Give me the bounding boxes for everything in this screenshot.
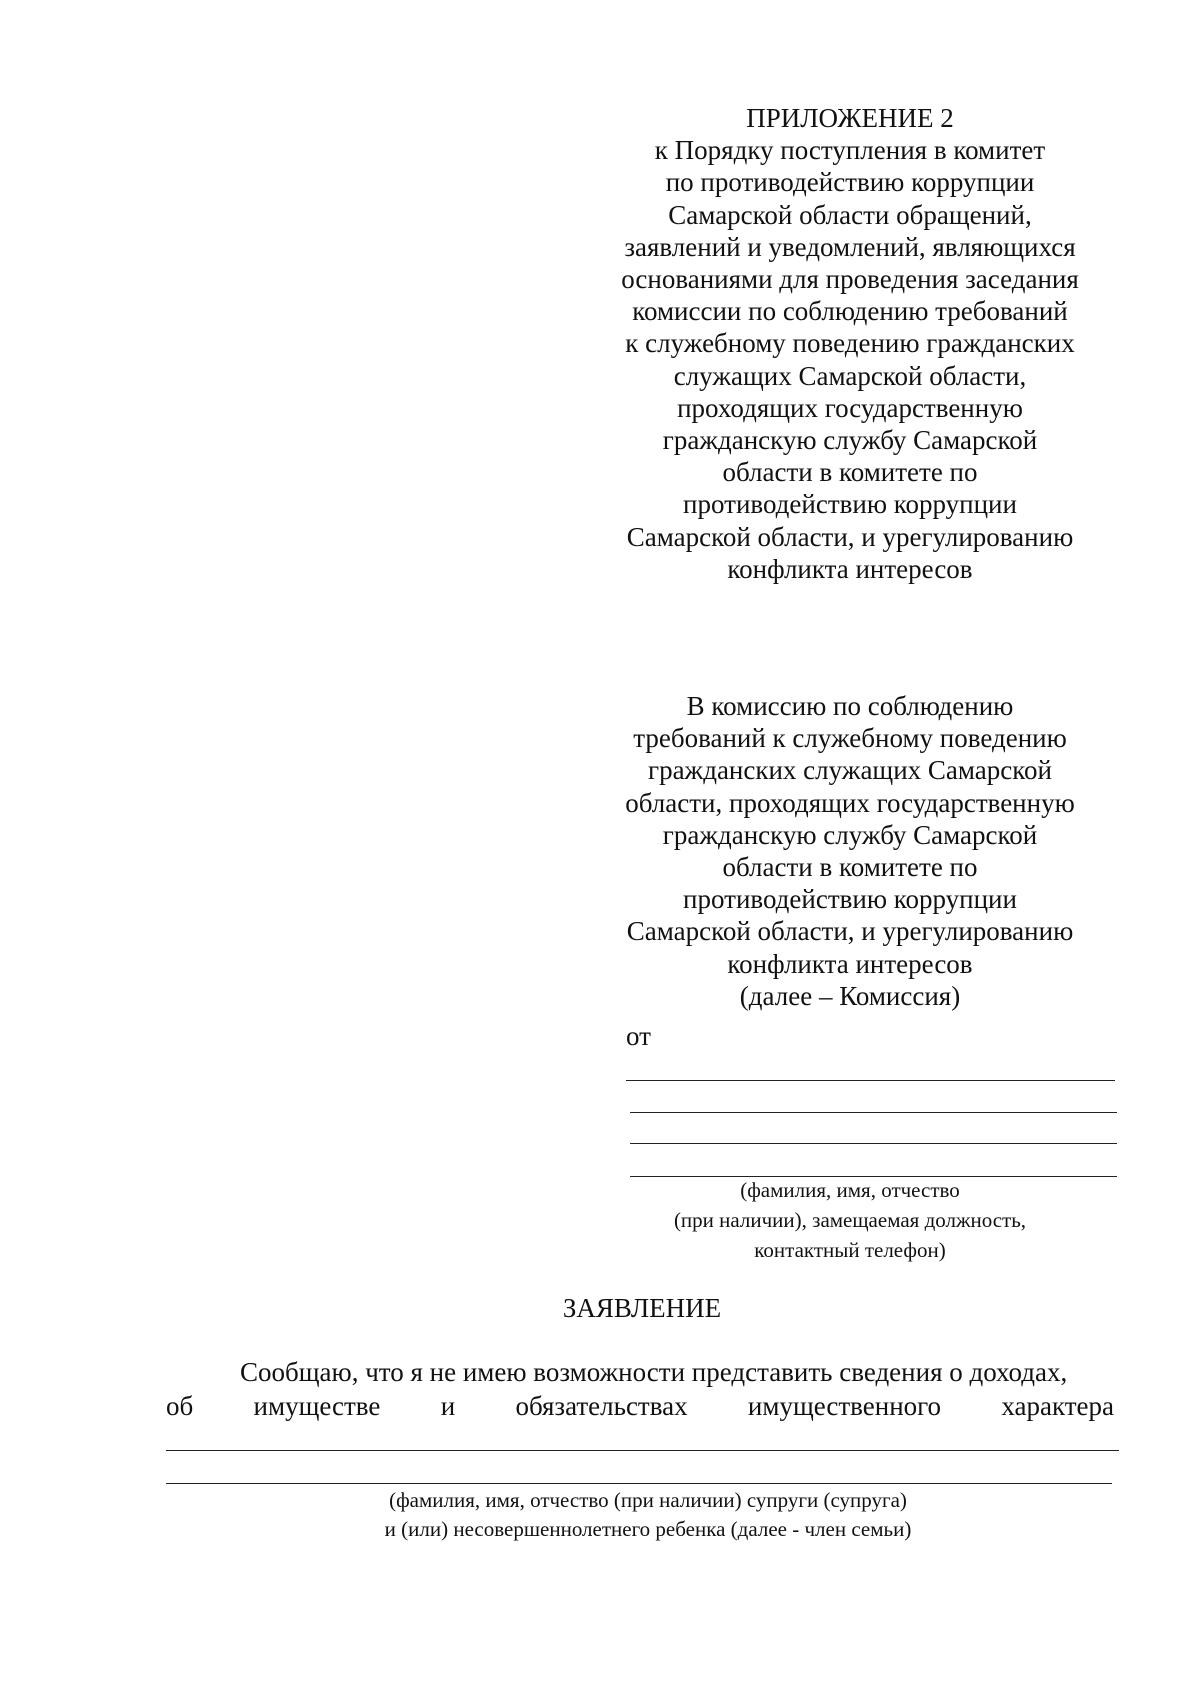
family-member-caption (0, 1486, 1200, 1544)
addressee-line: Самарской области, и урегулированию (626, 916, 1074, 947)
appendix-line: к Порядку поступления в комитет (654, 135, 1046, 166)
statement-word: характера (1001, 1391, 1114, 1421)
addressee-block (600, 690, 1100, 1012)
addressee-line: требований к служебному поведению (633, 723, 1067, 754)
appendix-line: Самарской области обращений, (668, 199, 1032, 230)
addressee-line: области, проходящих государственную (625, 787, 1075, 818)
applicant-caption-line: (фамилия, имя, отчество (740, 1178, 960, 1202)
applicant-fill-line-1[interactable] (626, 1080, 1115, 1081)
addressee-line: (далее – Комиссия) (739, 980, 961, 1011)
statement-second-line (166, 1390, 1114, 1422)
family-member-caption-line: и (или) несовершеннолетнего ребенка (далее - член семьи) (384, 1517, 912, 1541)
addressee-line: В комиссию по соблюдению (686, 691, 1014, 721)
appendix-line: основаниями для проведения заседания (621, 264, 1079, 295)
applicant-fill-line-2[interactable] (630, 1112, 1117, 1113)
applicant-caption-line: (при наличии), замещаемая должность, (673, 1208, 1027, 1232)
statement-title-text: ЗАЯВЛЕНИЕ (562, 1293, 722, 1323)
family-member-fill-line-2[interactable] (166, 1483, 1112, 1484)
addressee-line: конфликта интересов (727, 948, 973, 979)
from-label: от (626, 1021, 651, 1051)
statement-title (0, 1292, 1200, 1324)
appendix-line: по противодействию коррупции (665, 167, 1035, 198)
appendix-line: противодействию коррупции (683, 489, 1017, 520)
addressee-line: противодействию коррупции (683, 884, 1017, 915)
applicant-caption-line: контактный телефон) (754, 1238, 946, 1262)
statement-first-line: Сообщаю, что я не имею возможности представить сведения о доходах, (240, 1357, 1068, 1387)
appendix-title: ПРИЛОЖЕНИЕ 2 (746, 103, 954, 133)
appendix-line: к служебному поведению гражданских (625, 328, 1075, 359)
family-member-fill-line-1[interactable] (166, 1450, 1119, 1451)
addressee-line: области в комитете по (722, 852, 978, 883)
appendix-line: служащих Самарской области, (673, 360, 1027, 391)
statement-word: и (440, 1391, 456, 1421)
addressee-line: гражданскую службу Самарской (662, 819, 1038, 850)
addressee-line: гражданских служащих Самарской (648, 755, 1052, 786)
appendix-line: Самарской области, и урегулированию (626, 521, 1074, 552)
appendix-line: конфликта интересов (727, 553, 973, 584)
family-member-caption-line: (фамилия, имя, отчество (при наличии) супруги (супруга) (389, 1488, 907, 1512)
statement-word: об (166, 1391, 194, 1421)
appendix-header (600, 102, 1100, 585)
statement-word: имущественного (747, 1391, 942, 1421)
applicant-caption (600, 1175, 1100, 1265)
appendix-line: проходящих государственную (677, 392, 1023, 423)
appendix-line: области в комитете по (722, 457, 978, 488)
statement-word: обязательствах (515, 1391, 688, 1421)
statement-word: имуществе (253, 1391, 381, 1421)
appendix-line: комиссии по соблюдению требований (632, 296, 1068, 327)
appendix-line: гражданскую службу Самарской (662, 425, 1038, 456)
applicant-fill-line-3[interactable] (630, 1143, 1117, 1144)
appendix-line: заявлений и уведомлений, являющихся (624, 231, 1076, 262)
